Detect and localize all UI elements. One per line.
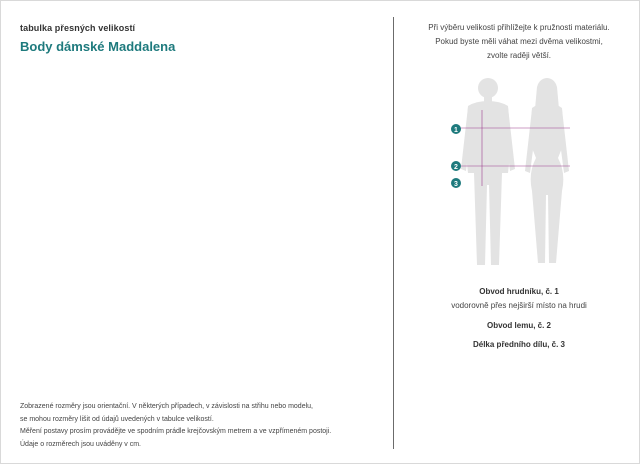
measurement-legend bbox=[401, 287, 637, 349]
tip-line: zvolte raději větší. bbox=[486, 51, 552, 60]
note-line: Měření postavy prosím provádějte ve spodním prádle krejčovským metrem a ve vzpřímeném postoji. bbox=[20, 428, 332, 435]
note-line: se mohou rozměry lišit od údajů uvedených v tabulce velikostí. bbox=[20, 415, 214, 423]
legend-chest-desc: vodorovně přes nejširší místo na hrudi bbox=[451, 301, 587, 310]
legend-hem-title: Obvod lemu, č. 2 bbox=[486, 321, 551, 330]
measurement-markers bbox=[451, 124, 461, 188]
male-silhouette bbox=[461, 78, 515, 265]
sizing-tips bbox=[401, 21, 637, 63]
tip-line: Při výběru velikosti přihlížejte k pružnosti materiálu. bbox=[428, 23, 610, 32]
note-line: Zobrazené rozměry jsou orientační. V některých případech, v závislosti na střihu nebo modelu, bbox=[20, 403, 313, 410]
marker-front-length bbox=[451, 178, 461, 188]
marker-hem bbox=[451, 161, 461, 171]
panel-divider bbox=[393, 17, 394, 449]
note-line: Údaje o rozměrech jsou uváděny v cm. bbox=[20, 440, 141, 448]
legend-front-length-title: Délka předního dílu, č. 3 bbox=[472, 340, 566, 349]
tip-line: Pokud byste měli váhat mezi dvěma velikostmi, bbox=[435, 37, 603, 46]
svg-text:2: 2 bbox=[454, 164, 458, 171]
marker-chest bbox=[451, 124, 461, 134]
size-table-kicker: tabulka přesných velikostí bbox=[20, 23, 136, 33]
left-panel bbox=[20, 23, 380, 453]
product-title: Body dámské Maddalena bbox=[20, 39, 176, 54]
right-panel bbox=[401, 21, 637, 451]
body-measurement-figure bbox=[446, 73, 576, 273]
legend-chest-title: Obvod hrudníku, č. 1 bbox=[479, 287, 559, 296]
svg-text:1: 1 bbox=[454, 127, 458, 134]
female-silhouette bbox=[525, 78, 569, 263]
measurement-note bbox=[20, 401, 370, 451]
svg-text:3: 3 bbox=[454, 181, 458, 188]
